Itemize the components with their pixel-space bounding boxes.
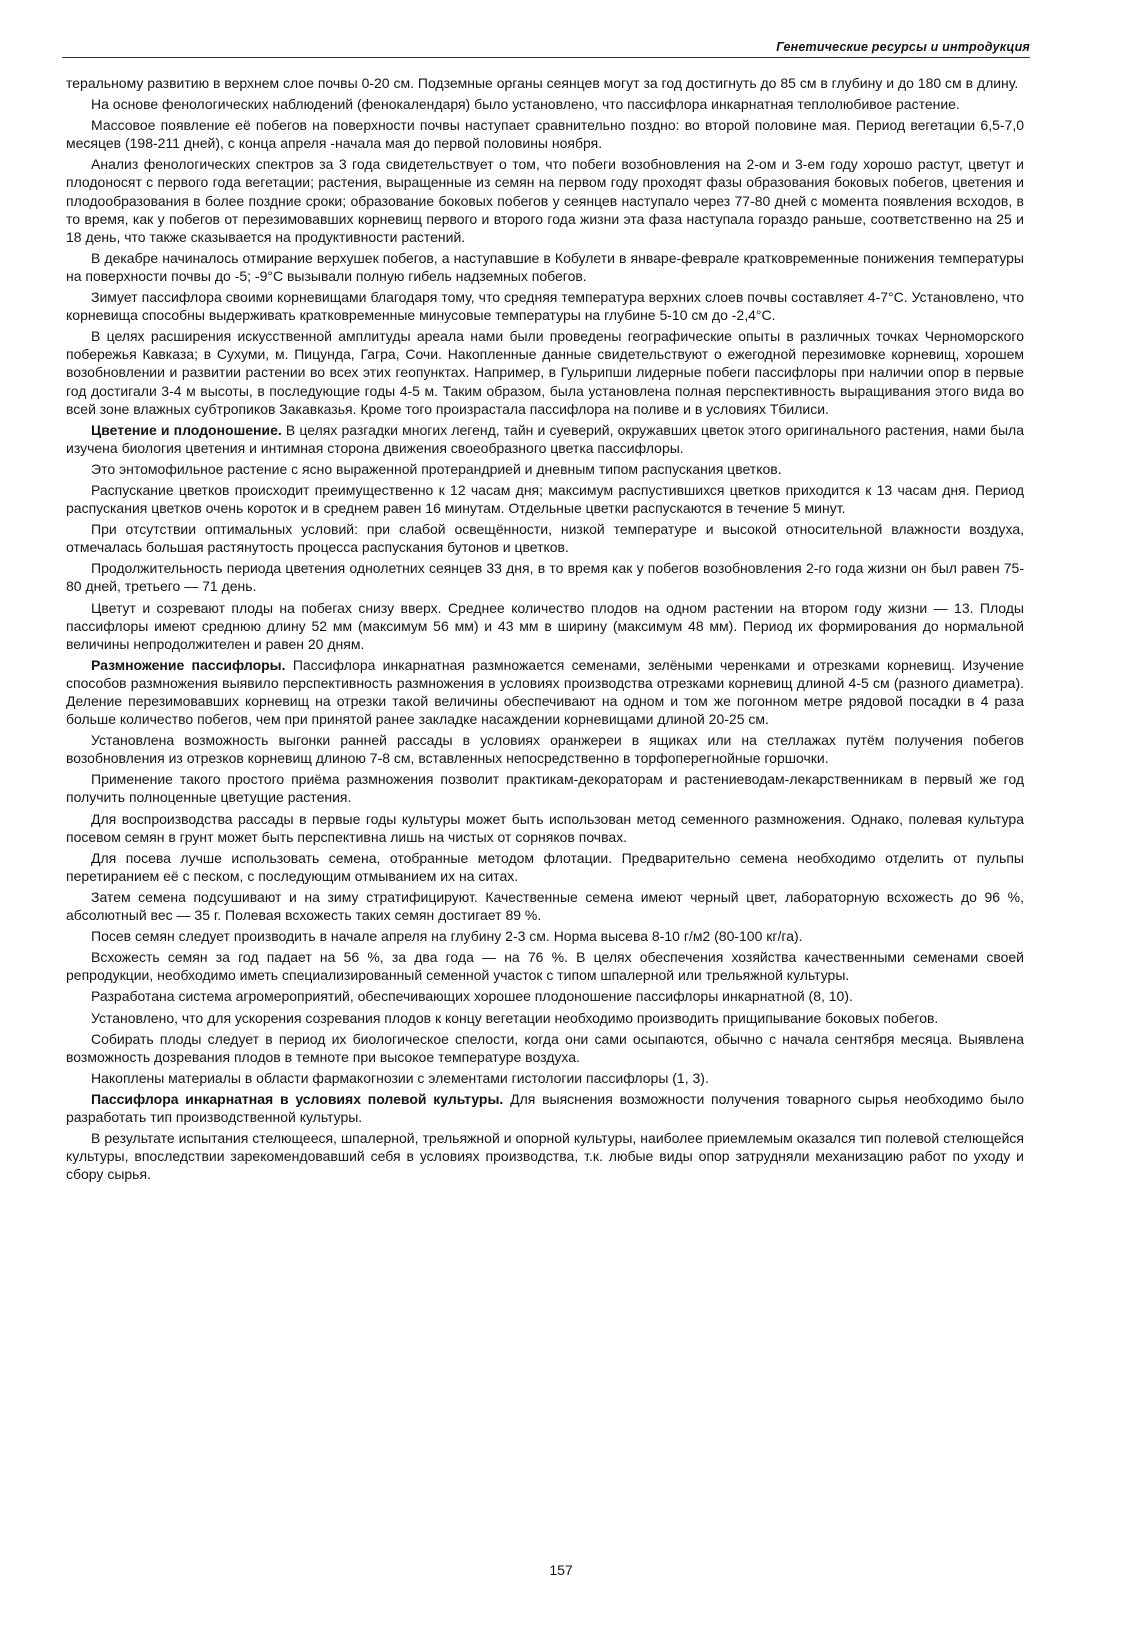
body-paragraph (66, 74, 1024, 92)
body-paragraph (66, 770, 1024, 806)
paragraph-text: Продолжительность периода цветения однолетних сеянцев 33 дня, в то время как у побегов возобновления 2-го года жизни он был равен 75-80 дней, третьего — 71 день. (66, 560, 1024, 595)
paragraph-text: В целях разгадки многих легенд, тайн и суеверий, окружавших цветок этого оригинального растения, нами была изучена биология цветения и интимная сторона движения своеобразного цветка пассифлоры. (66, 421, 1024, 456)
paragraph-text: Установлено, что для ускорения созревания плодов к концу вегетации необходимо производить прищипывание боковых побегов. (91, 1009, 939, 1026)
paragraph-text: На основе фенологических наблюдений (фенокалендаря) было установлено, что пассифлора инкарнатная теплолюбивое растение. (91, 96, 960, 113)
body-paragraph (66, 731, 1024, 767)
body-paragraph (66, 460, 1024, 478)
article-body (66, 74, 1024, 1186)
body-paragraph (66, 948, 1024, 984)
paragraph-text: Зимует пассифлора своими корневищами благодаря тому, что средняя температура верхних слоев почвы составляет 4-7°С. Установлено, что корневища способны выдерживать кратковременные минусовые температуры на глубине 5-10 см до -2,4°С. (66, 289, 1024, 324)
body-paragraph (66, 327, 1024, 417)
running-header (62, 40, 1030, 60)
paragraph-text: Это энтомофильное растение с ясно выраженной протерандрией и дневным типом распускания цветков. (91, 460, 782, 477)
body-paragraph (66, 1069, 1024, 1087)
paragraph-text: Посев семян следует производить в начале апреля на глубину 2-3 см. Норма высева 8-10 г/м2 (80-100 кг/га). (91, 928, 803, 945)
body-paragraph (66, 1009, 1024, 1027)
body-paragraph (66, 249, 1024, 285)
paragraph-text: теральному развитию в верхнем слое почвы 0-20 см. Подземные органы сеянцев могут за год достигнуть до 85 см в глубину и до 180 см в длину. (66, 75, 1019, 91)
paragraph-text: Затем семена подсушивают и на зиму стратифицируют. Качественные семена имеют черный цвет, лабораторную всхожесть до 96 %, абсолютный вес — 35 г. Полевая всхожесть таких семян достигает 89 %. (66, 888, 1024, 924)
body-paragraph (66, 559, 1024, 595)
section-lead-heading: Цветение и плодоношение. (91, 421, 282, 438)
body-paragraph (66, 810, 1024, 846)
paragraph-text: Разработана система агромероприятий, обеспечивающих хорошее плодоношение пассифлоры инкарнатной (8, 10). (91, 988, 853, 1005)
body-paragraph (66, 1129, 1024, 1183)
body-paragraph (66, 1090, 1024, 1126)
body-paragraph (66, 95, 1024, 113)
body-paragraph (66, 987, 1024, 1005)
running-header-title: Генетические ресурсы и интродукция (776, 40, 1030, 54)
section-lead-heading: Размножение пассифлоры. (91, 656, 286, 673)
paragraph-text: Собирать плоды следует в период их биологическое спелости, когда они сами осыпаются, обычно с начала сентября месяца. Выявлена возможность дозревания плодов в темноте при высокое температуре воздуха. (66, 1030, 1024, 1065)
paragraph-text: При отсутствии оптимальных условий: при слабой освещённости, низкой температуре и высокой относительной влажности воздуха, отмечалась большая растянутость процесса распускания бутонов и цветков. (66, 521, 1024, 556)
body-paragraph (66, 599, 1024, 653)
body-paragraph (66, 849, 1024, 885)
body-paragraph (66, 288, 1024, 324)
body-paragraph (66, 1030, 1024, 1066)
section-lead-heading: Пассифлора инкарнатная в условиях полевой культуры. (91, 1090, 504, 1107)
body-paragraph (66, 927, 1024, 945)
paragraph-text: Для выяснения возможности получения товарного сырья необходимо было разработать тип производственной культуры. (66, 1090, 1025, 1125)
body-paragraph (66, 116, 1024, 152)
paragraph-text: Применение такого простого приёма размножения позволит практикам-декораторам и растениеводам-лекарственникам в первый же год получить полноценные цветущие растения. (66, 771, 1024, 806)
paragraph-text: Цветут и созревают плоды на побегах снизу вверх. Среднее количество плодов на одном растении на втором году жизни — 13. Плоды пассифлоры имеют среднюю длину 52 мм (максимум 56 мм) и 43 мм в ширину (максимум 48 мм). Период их формирования до нормальной величины непродолжителен и равен 20 дням. (66, 599, 1024, 652)
paragraph-text: Анализ фенологических спектров за 3 года свидетельствует о том, что побеги возобновления на 2-ом и 3-ем году хорошо растут, цветут и плодоносят с первого года вегетации; растения, выращенные из семян на первом году проходят фазы образования боковых побегов, цветения и плодообразования в более поздние сроки; образование боковых побегов у сеянцев наступало через 77-80 дней с момента появления всходов, в то время, как у побегов от перезимовавших корневищ первого и второго года жизни эта фаза наступала гораздо раньше, соответственно на 25 и 18 день, что также сказывается на продуктивности растений. (66, 156, 1024, 245)
paragraph-text: Накоплены материалы в области фармакогнозии с элементами гистологии пассифлоры (1, 3). (91, 1069, 709, 1086)
header-divider (62, 57, 1030, 58)
body-paragraph (66, 155, 1024, 245)
body-paragraph (66, 421, 1024, 457)
paragraph-text: В целях расширения искусственной амплитуды ареала нами были проведены географические опыты в различных точках Черноморского побережья Кавказа; в Сухуми, м. Пицунда, Гагра, Сочи. Накопленные данные свидетельствуют о ежегодной перезимовке корневищ, хорошем возобновлении и развитии растении во всех этих геопунктах. Например, в Гульрипши лидерные побеги пассифлоры при наличии опор в первые год достигали 3-4 м высоты, в последующие годы 4-5 м. Таким образом, была установлена полная перспективность выращивания этого вида во всей зоне влажных субтропиков Закавказья. Кроме того произрастала пассифлора на поливе и в условиях Тбилиси. (66, 328, 1024, 417)
paragraph-text: Установлена возможность выгонки ранней рассады в условиях оранжереи в ящиках или на стеллажах путём получения побегов возобновления из отрезков корневищ длиною 7-8 см, вставленных непосредственно в торфоперегнойные горшочки. (66, 732, 1024, 767)
body-paragraph (66, 656, 1024, 728)
body-paragraph (66, 481, 1024, 517)
paragraph-text: Всхожесть семян за год падает на 56 %, за два года — на 76 %. В целях обеспечения хозяйства качественными семенами своей репродукции, необходимо иметь специализированный семенной участок с типом шпалерной или трельяжной культуры. (66, 949, 1024, 984)
page-number: 157 (549, 1562, 573, 1578)
paragraph-text: Пассифлора инкарнатная размножается семенами, зелёными черенками и отрезками корневищ. Изучение способов размножения выявило перспективность размножения в условиях производства отрезками корневищ длиной 4-5 см (разного диаметра). Деление перезимовавших корневищ на отрезки такой величины обеспечивают на одном и том же погонном метре рядовой посадки в 4 раза больше количество побегов, чем при принятой ранее закладке насаждении корневищами длиной 20-25 см. (66, 656, 1024, 728)
paragraph-text: Массовое появление её побегов на поверхности почвы наступает сравнительно поздно: во второй половине мая. Период вегетации 6,5-7,0 месяцев (198-211 дней), с конца апреля -начала мая до первой половины ноября. (66, 117, 1024, 152)
body-paragraph (66, 888, 1024, 924)
paragraph-text: Для посева лучше использовать семена, отобранные методом флотации. Предварительно семена необходимо отделить от пульпы перетиранием её с песком, с последующим отмыванием их на ситах. (66, 849, 1024, 884)
body-paragraph (66, 520, 1024, 556)
paragraph-text: Распускание цветков происходит преимущественно к 12 часам дня; максимум распустившихся цветков приходится к 13 часам дня. Период распускания цветков очень короток и в среднем равен 16 минутам. Отдельные цветки распускаются в течение 5 минут. (66, 481, 1024, 517)
paragraph-text: Для воспроизводства рассады в первые годы культуры может быть использован метод семенного размножения. Однако, полевая культура посевом семян в грунт может быть перспективна лишь на чистых от сорняков почвах. (66, 810, 1024, 845)
paragraph-text: В результате испытания стелющееся, шпалерной, трельяжной и опорной культуры, наиболее приемлемым оказался тип полевой стелющейся культуры, впоследствии зарекомендовавший себя в условиях производства, т.к. любые виды опор затрудняли механизацию работ по уходу и сбору сырья. (66, 1130, 1024, 1183)
paragraph-text: В декабре начиналось отмирание верхушек побегов, а наступавшие в Кобулети в январе-феврале кратковременные понижения температуры на поверхности почвы до -5; -9°С вызывали полную гибель надземных побегов. (66, 249, 1024, 284)
